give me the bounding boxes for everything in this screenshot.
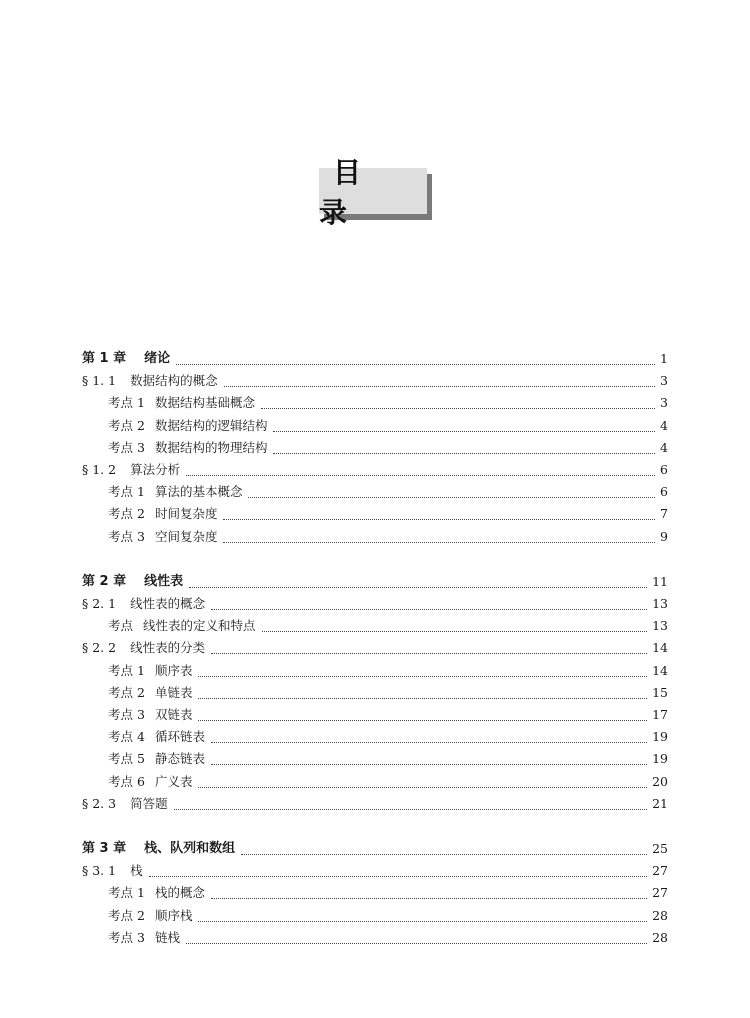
toc-entry-title: 线性表的概念 (130, 596, 206, 611)
toc-entry-label: 考点 (108, 618, 134, 634)
toc-entry-label: § 2. 2 (82, 640, 117, 656)
toc-entry-title: 广义表 (154, 773, 193, 789)
dot-leader (189, 567, 647, 588)
toc-entry-title: 链栈 (154, 929, 180, 945)
toc-entry-page-number: 1 (657, 349, 668, 369)
toc-entry-title: 顺序表 (154, 662, 193, 678)
toc-entry-page-number: 6 (657, 482, 668, 502)
toc-entry-label: 考点 2 (108, 684, 145, 700)
dot-leader (211, 589, 647, 610)
dot-leader (186, 455, 655, 476)
toc-entry-heading (108, 416, 271, 436)
toc-entry-title: 静态链表 (154, 751, 205, 767)
toc-entry-heading (108, 393, 259, 413)
toc-entry-heading (108, 727, 209, 747)
toc-entry-title: 数据结构的物理结构 (154, 439, 268, 455)
toc-entry-point[interactable] (0, 527, 750, 547)
toc-entry-title: 算法的基本概念 (154, 484, 243, 500)
toc-entry-page-number: 9 (657, 527, 668, 547)
dot-leader (198, 700, 647, 721)
toc-entry-label: 考点 1 (108, 662, 145, 678)
toc-entry-title: 线性表 (144, 573, 184, 589)
toc-entry-page-number: 14 (649, 661, 668, 681)
page-title: 目 录 (319, 168, 427, 214)
toc-entry-label: 考点 1 (108, 885, 145, 901)
toc-entry-heading (108, 749, 209, 769)
toc-entry-page-number: 13 (649, 594, 668, 614)
dot-leader (198, 656, 647, 677)
toc-entry-page-number: 17 (649, 705, 668, 725)
toc-entry-heading (82, 861, 147, 881)
toc-entry-page-number: 20 (649, 772, 668, 792)
toc-entry-title: 循环链表 (154, 729, 205, 745)
toc-entry-page-number: 3 (657, 393, 668, 413)
dot-leader (248, 477, 655, 498)
toc-entry-title: 顺序栈 (154, 907, 193, 923)
toc-entry-page-number: 3 (657, 371, 668, 391)
dot-leader (198, 767, 647, 788)
toc-entry-page-number: 4 (657, 438, 668, 458)
toc-entry-page-number: 27 (649, 883, 668, 903)
toc-entry-page-number: 27 (649, 861, 668, 881)
toc-entry-heading (108, 661, 196, 681)
dot-leader (224, 366, 655, 387)
toc-entry-label: 考点 1 (108, 484, 145, 500)
toc-entry-heading (82, 794, 172, 814)
toc-entry-label: 考点 3 (108, 707, 145, 722)
toc-entry-title: 数据结构基础概念 (154, 395, 255, 411)
toc-entry-title: 算法分析 (130, 462, 181, 477)
toc-entry-page-number: 25 (649, 839, 668, 859)
toc-entry-section[interactable] (0, 794, 750, 814)
dot-leader (211, 744, 647, 765)
toc-entry-title: 双链表 (154, 707, 193, 722)
toc-entry-page-number: 6 (657, 460, 668, 480)
dot-leader (186, 923, 647, 944)
toc-entry-heading (108, 883, 209, 903)
dot-leader (261, 388, 655, 409)
toc-entry-heading (108, 906, 196, 926)
toc-entry-label: 考点 6 (108, 773, 145, 789)
toc-entry-label: 考点 3 (108, 528, 145, 544)
toc-entry-heading (108, 527, 221, 547)
toc-entry-label: 第 2 章 (82, 573, 127, 589)
toc-entry-label: 考点 2 (108, 907, 145, 923)
toc-entry-label: 第 3 章 (82, 841, 127, 856)
toc-entry-heading (108, 705, 196, 725)
toc-entry-label: § 2. 3 (82, 795, 117, 811)
dot-leader (149, 856, 647, 877)
toc-entry-title: 线性表的定义和特点 (143, 618, 256, 634)
toc-entry-title: 线性表的分类 (130, 640, 206, 656)
toc-entry-page-number: 11 (649, 572, 668, 592)
toc-entry-page-number: 15 (649, 683, 668, 703)
toc-entry-label: 考点 2 (108, 506, 145, 522)
toc-entry-page-number: 21 (649, 794, 668, 814)
dot-leader (211, 722, 647, 743)
toc-entry-point[interactable] (0, 928, 750, 948)
dot-leader (211, 633, 647, 654)
toc-entry-title: 空间复杂度 (154, 528, 218, 544)
toc-entry-title: 绪论 (144, 351, 171, 366)
toc-entry-page-number: 13 (649, 616, 668, 636)
toc-entry-label: § 2. 1 (82, 596, 117, 611)
toc-entry-heading (108, 504, 221, 524)
toc-entry-label: § 3. 1 (82, 863, 117, 879)
dot-leader (223, 499, 655, 520)
toc-entry-heading (82, 349, 174, 369)
toc-entry-label: 第 1 章 (82, 351, 127, 366)
toc-entry-heading (82, 594, 209, 614)
dot-leader (198, 678, 647, 699)
toc-entry-page-number: 19 (649, 727, 668, 747)
toc-entry-heading (82, 638, 209, 658)
toc-entry-label: 考点 2 (108, 417, 145, 433)
toc-entry-label: § 1. 1 (82, 373, 117, 389)
toc-entry-heading (108, 683, 196, 703)
toc-entry-label: 考点 3 (108, 439, 145, 455)
toc-entry-label: 考点 4 (108, 729, 145, 745)
toc-entry-title: 数据结构的概念 (130, 373, 218, 389)
dot-leader (273, 411, 655, 432)
dot-leader (198, 901, 647, 922)
toc-entry-label: § 1. 2 (82, 462, 117, 477)
toc-entry-title: 单链表 (154, 684, 193, 700)
toc-entry-title: 栈的概念 (154, 885, 205, 901)
toc-entry-page-number: 28 (649, 928, 668, 948)
toc-entry-title: 时间复杂度 (154, 506, 218, 522)
toc-entry-label: 考点 1 (108, 395, 145, 411)
dot-leader (211, 878, 647, 899)
dot-leader (262, 611, 647, 632)
toc-entry-title: 数据结构的逻辑结构 (154, 417, 268, 433)
toc-entry-page-number: 14 (649, 638, 668, 658)
toc-entry-heading (82, 460, 184, 480)
toc-entry-page-number: 28 (649, 906, 668, 926)
toc-entry-title: 栈 (130, 863, 143, 879)
dot-leader (241, 834, 647, 855)
toc-entry-heading (108, 928, 184, 948)
toc-entry-page-number: 4 (657, 416, 668, 436)
dot-leader (174, 789, 647, 810)
toc-entry-page-number: 7 (657, 504, 668, 524)
toc-entry-label: 考点 5 (108, 751, 145, 767)
toc-entry-title: 栈、队列和数组 (144, 841, 236, 856)
toc-entry-title: 简答题 (130, 795, 168, 811)
dot-leader (176, 344, 655, 365)
toc-entry-page-number: 19 (649, 749, 668, 769)
toc-entry-heading (82, 371, 222, 391)
toc-entry-label: 考点 3 (108, 929, 145, 945)
dot-leader (273, 433, 655, 454)
toc-title-block (319, 156, 427, 229)
toc-entry-heading (82, 572, 187, 592)
dot-leader (223, 522, 655, 543)
